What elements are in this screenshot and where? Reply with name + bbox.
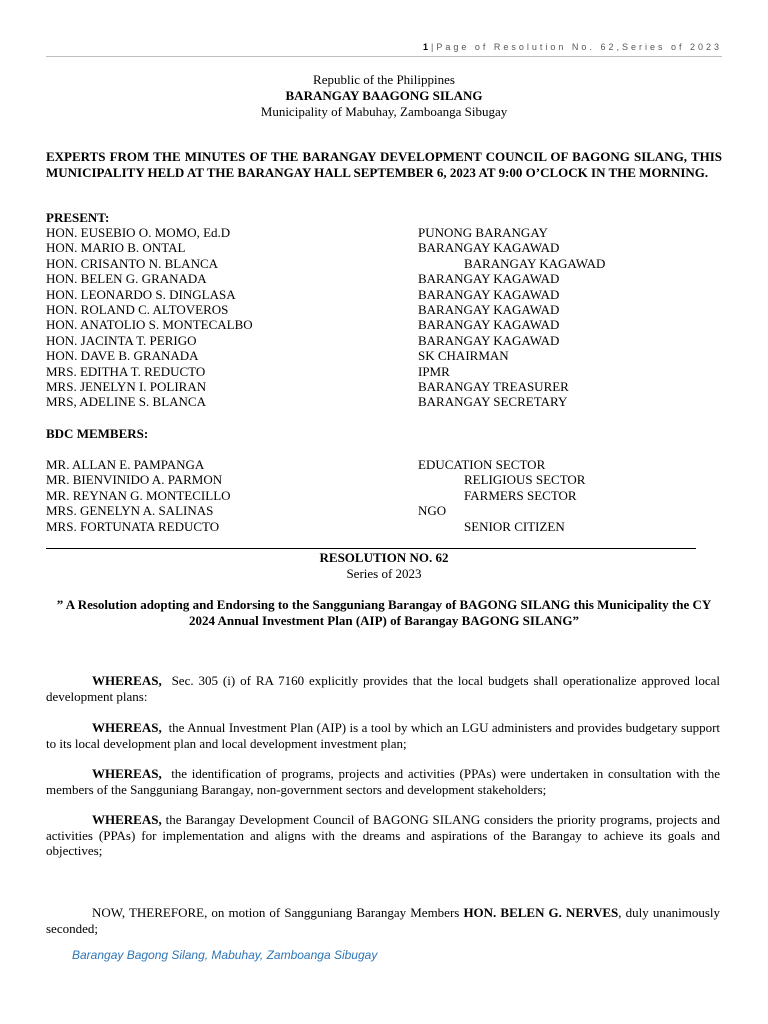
present-row (46, 379, 722, 394)
member-name: MRS. GENELYN A. SALINAS (46, 503, 214, 519)
present-row (46, 394, 722, 409)
attendee-role: SK CHAIRMAN (418, 348, 509, 364)
attendee-name: HON. CRISANTO N. BLANCA (46, 255, 219, 271)
now-therefore-post: , duly unanimously seconded; (46, 905, 721, 936)
attendee-role: PUNONG BARANGAY (418, 225, 548, 240)
attendee-name: MRS, ADELINE S. BLANCA (46, 394, 206, 410)
letterhead-municipality: Municipality of Mabuhay, Zamboanga Sibugay (260, 104, 508, 119)
attendee-name: HON. MARIO B. ONTAL (46, 240, 186, 256)
now-therefore-pre: NOW, THEREFORE, on motion of Sangguniang Barangay Members (92, 905, 460, 920)
present-list (46, 225, 722, 410)
whereas-text: Sec. 305 (i) of RA 7160 explicitly provides that the local budgets shall operationalize approved local development plans: (46, 673, 721, 704)
present-row (46, 271, 722, 286)
letterhead-country: Republic of the Philippines (313, 72, 455, 87)
document-title: EXPERTS FROM THE MINUTES OF THE BARANGAY DEVELOPMENT COUNCIL OF BAGONG SILANG, THIS MUNICIPALITY HELD AT THE BARANGAY HALL SEPTEMBER 6, 2023 AT 9:00 O’CLOCK IN THE MORNING. (46, 149, 722, 180)
attendee-role: BARANGAY KAGAWAD (418, 240, 560, 256)
bdc-heading: BDC MEMBERS: (46, 426, 149, 441)
present-row (46, 287, 722, 302)
whereas-text: the identification of programs, projects and activities (PPAs) were undertaken in consultation with the members of the Sangguniang Barangay, non-government sectors and development stakeholders; (46, 766, 720, 797)
attendee-role: BARANGAY KAGAWAD (464, 255, 606, 271)
section-divider (46, 548, 696, 549)
attendee-role: BARANGAY KAGAWAD (418, 271, 560, 287)
attendee-role: BARANGAY KAGAWAD (418, 317, 560, 333)
present-row (46, 302, 722, 317)
present-row (46, 256, 722, 271)
page-number: 1 (423, 42, 432, 52)
whereas-text: the Annual Investment Plan (AIP) is a tool by which an LGU administers and provides budgetary support to its local development plan and local development investment plan; (46, 720, 721, 751)
bdc-row (46, 472, 722, 487)
attendee-role: BARANGAY SECRETARY (418, 394, 568, 410)
member-sector: SENIOR CITIZEN (464, 518, 565, 534)
attendee-name: MRS. JENELYN I. POLIRAN (46, 378, 207, 394)
whereas-clause (46, 720, 720, 751)
attendee-name: HON. ANATOLIO S. MONTECALBO (46, 317, 253, 333)
attendee-name: HON. ROLAND C. ALTOVEROS (46, 301, 229, 317)
bdc-list (46, 457, 722, 534)
attendee-role: IPMR (418, 363, 450, 379)
attendee-name: HON. EUSEBIO O. MOMO, Ed.D (46, 225, 231, 240)
attendee-role: BARANGAY TREASURER (418, 378, 569, 394)
member-name: MRS. FORTUNATA REDUCTO (46, 518, 220, 534)
member-name: MR. ALLAN E. PAMPANGA (46, 457, 205, 472)
member-name: MR. BIENVINIDO A. PARMON (46, 472, 223, 488)
present-row (46, 240, 722, 255)
present-row (46, 225, 722, 240)
attendee-name: HON. BELEN G. GRANADA (46, 271, 207, 287)
member-name: MR. REYNAN G. MONTECILLO (46, 487, 231, 503)
present-row (46, 348, 722, 363)
letterhead (46, 72, 722, 120)
attendee-name: HON. JACINTA T. PERIGO (46, 332, 197, 348)
letterhead-barangay: BARANGAY BAAGONG SILANG (285, 88, 483, 103)
now-therefore-clause (46, 905, 720, 936)
present-heading: PRESENT: (46, 210, 110, 225)
page-footer: Barangay Bagong Silang, Mabuhay, Zamboanga Sibugay (72, 948, 378, 962)
page-header-text (423, 42, 722, 52)
bdc-row (46, 457, 722, 472)
bdc-row (46, 488, 722, 503)
present-row (46, 364, 722, 379)
attendee-role: BARANGAY KAGAWAD (418, 301, 560, 317)
present-row (46, 333, 722, 348)
attendee-name: MRS. EDITHA T. REDUCTO (46, 363, 206, 379)
whereas-clause (46, 812, 720, 859)
attendee-role: BARANGAY KAGAWAD (418, 332, 560, 348)
whereas-lead: WHEREAS, (92, 673, 162, 688)
attendee-name: HON. DAVE B. GRANADA (46, 348, 199, 364)
resolution-number: RESOLUTION NO. 62 (319, 550, 449, 565)
attendee-role: BARANGAY KAGAWAD (418, 286, 560, 302)
whereas-lead: WHEREAS, (92, 766, 162, 781)
member-sector: NGO (418, 503, 447, 519)
present-row (46, 317, 722, 332)
whereas-lead: WHEREAS, (92, 720, 162, 735)
page-header-label: |Page of Resolution No. 62,Series of 2023 (431, 42, 722, 52)
page-header (46, 40, 722, 57)
whereas-text: the Barangay Development Council of BAGONG SILANG considers the priority programs, projects and activities (PPAs) for implementation and aligns with the dreams and aspirations of the Barangay to achieve its goals and objectives; (46, 812, 721, 858)
mover-name: HON. BELEN G. NERVES (463, 905, 619, 920)
member-sector: RELIGIOUS SECTOR (464, 472, 586, 488)
member-sector: EDUCATION SECTOR (418, 457, 546, 472)
attendee-name: HON. LEONARDO S. DINGLASA (46, 286, 236, 302)
whereas-lead: WHEREAS, (92, 812, 162, 827)
whereas-clause (46, 673, 720, 704)
bdc-row (46, 503, 722, 518)
whereas-clause (46, 766, 720, 797)
bdc-row (46, 519, 722, 534)
resolution-heading (46, 550, 722, 582)
resolution-caption: ” A Resolution adopting and Endorsing to the Sangguniang Barangay of BAGONG SILANG this Municipality the CY 2024 Annual Investment Plan (AIP) of Barangay BAGONG SILANG” (56, 597, 712, 628)
resolution-series: Series of 2023 (346, 566, 422, 581)
member-sector: FARMERS SECTOR (464, 487, 577, 503)
